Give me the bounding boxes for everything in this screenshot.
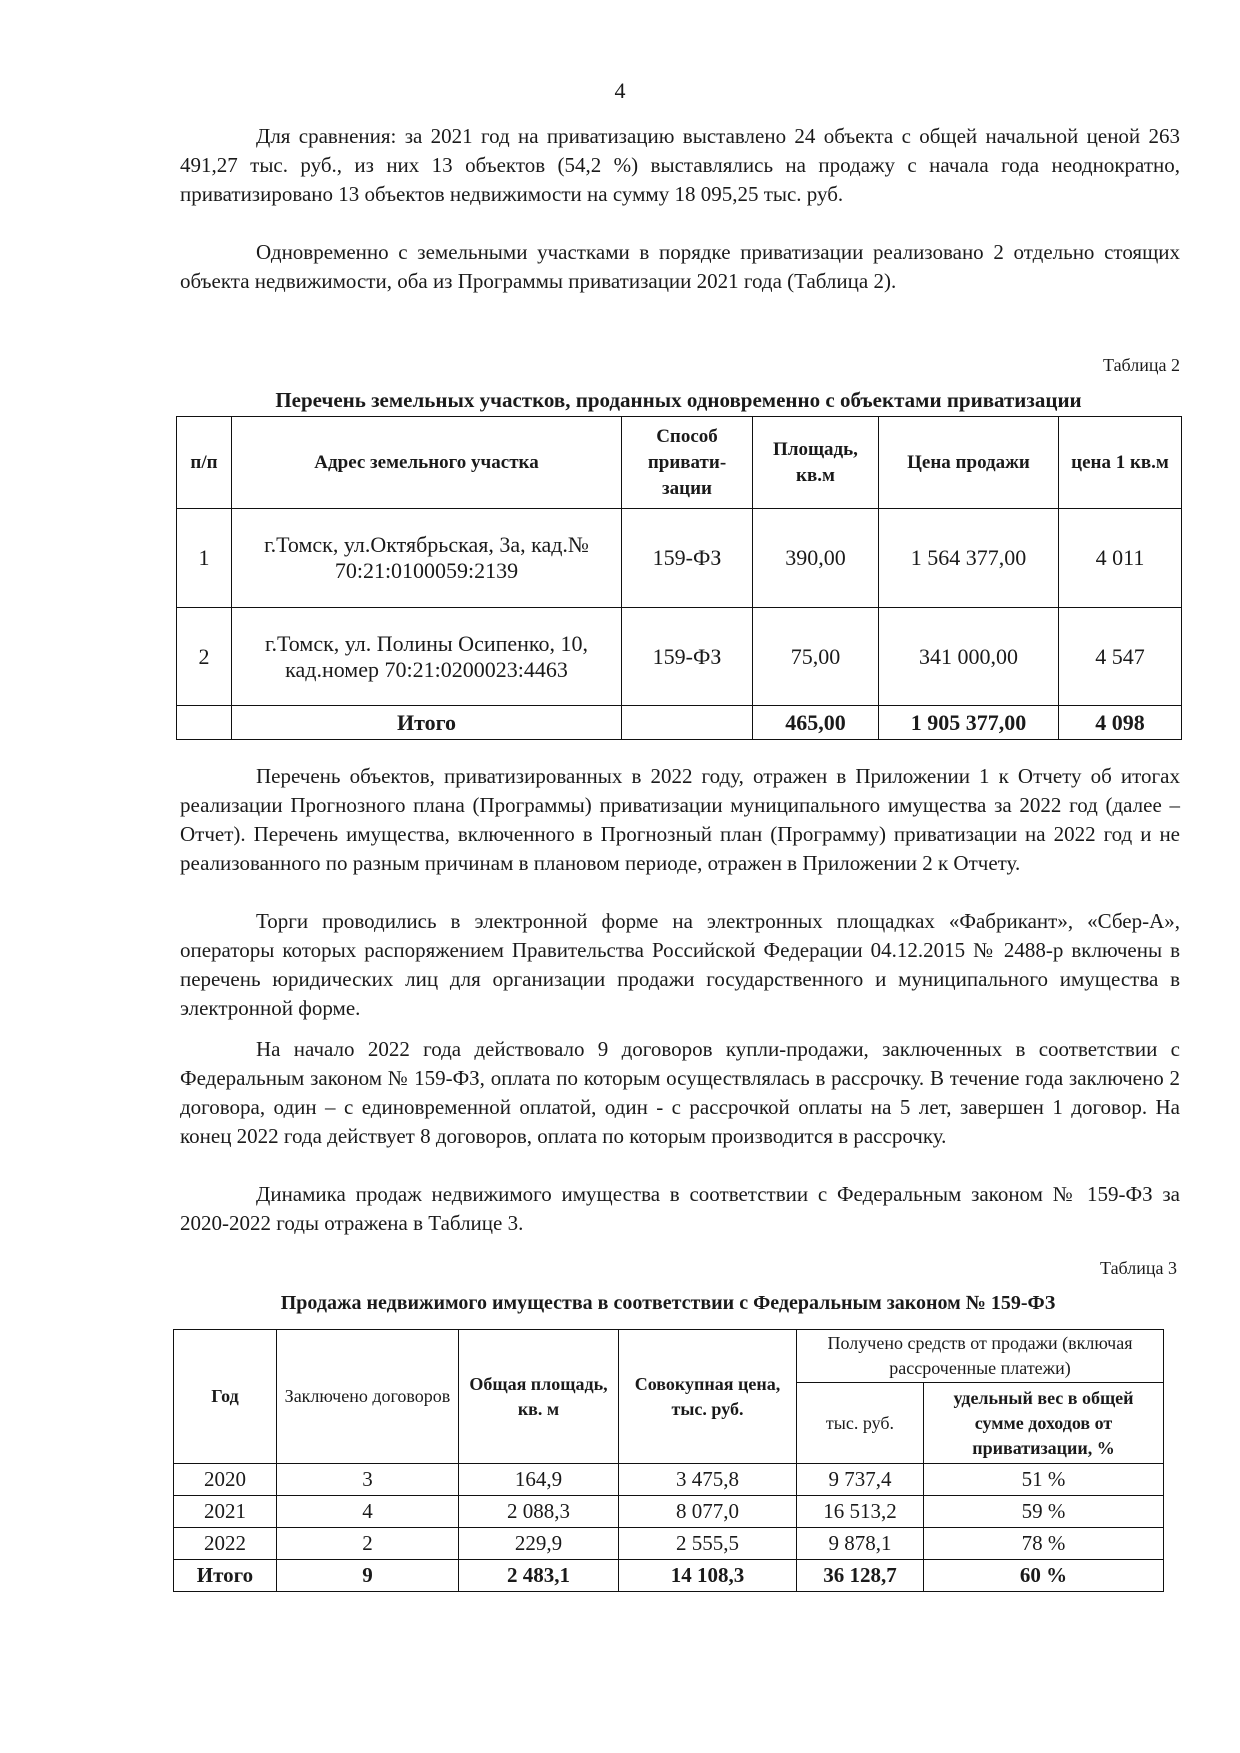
cell: 164,9 (459, 1464, 619, 1496)
cell: 465,00 (753, 706, 879, 740)
cell: 4 011 (1059, 509, 1182, 608)
header-cell: Цена продажи (879, 417, 1059, 509)
cell: г.Томск, ул.Октябрьская, 3а, кад.№ 70:21:0100059:2139 (232, 509, 622, 608)
header-cell: Площадь, кв.м (753, 417, 879, 509)
table2 (176, 416, 1182, 740)
cell: 9 737,4 (797, 1464, 924, 1496)
cell: 2 555,5 (619, 1528, 797, 1560)
header-cell: Совокупная цена, тыс. руб. (619, 1330, 797, 1464)
header-cell: Заключено договоров (277, 1330, 459, 1464)
total-row (177, 706, 1182, 740)
cell: г.Томск, ул. Полины Осипенко, 10, кад.номер 70:21:0200023:4463 (232, 608, 622, 706)
table2-label: Таблица 2 (1103, 355, 1180, 375)
cell: 1 (177, 509, 232, 608)
header-cell: Общая площадь, кв. м (459, 1330, 619, 1464)
cell: 9 878,1 (797, 1528, 924, 1560)
table2-title: Перечень земельных участков, проданных одновременно с объектами приватизации (275, 388, 1082, 412)
cell: 14 108,3 (619, 1560, 797, 1592)
cell (177, 706, 232, 740)
paragraph: Перечень объектов, приватизированных в 2022 году, отражен в Приложении 1 к Отчету об итогах реализации Прогнозного плана (Программы) приватизации муниципального имущества за 2022 год (далее – Отчет). Перечень имущества, включенного в Прогнозный план (Программу) приватизации на 2022 год и не реализованного по разным причинам в плановом периоде, отражен в Приложении 2 к Отчету. (180, 764, 1180, 875)
page-number: 4 (614, 78, 626, 103)
paragraph: Динамика продаж недвижимого имущества в соответствии с Федеральным законом № 159-ФЗ за 2020-2022 годы отражена в Таблице 3. (180, 1182, 1180, 1235)
cell: 159-ФЗ (622, 509, 753, 608)
cell: 2020 (174, 1464, 277, 1496)
paragraph: На начало 2022 года действовало 9 договоров купли-продажи, заключенных в соответствии с Федеральным законом № 159-ФЗ, оплата по которым осуществлялась в рассрочку. В течение года заключено 2 договора, один – с единовременной оплатой, один - с рассрочкой оплаты на 5 лет, завершен 1 договор. На конец 2022 года действует 8 договоров, оплата по которым производится в рассрочку. (180, 1037, 1180, 1148)
table-row (174, 1464, 1164, 1496)
cell: 3 475,8 (619, 1464, 797, 1496)
cell: 16 513,2 (797, 1496, 924, 1528)
table3-title: Продажа недвижимого имущества в соответствии с Федеральным законом № 159-ФЗ (280, 1292, 1056, 1314)
header-cell: удельный вес в общей сумме доходов от приватизации, % (924, 1383, 1164, 1464)
table-row (177, 608, 1182, 706)
cell: 4 098 (1059, 706, 1182, 740)
header-cell: Получено средств от продажи (включая рассроченные платежи) (797, 1330, 1164, 1383)
cell: Итого (174, 1560, 277, 1592)
total-row (174, 1560, 1164, 1592)
table-row (174, 1528, 1164, 1560)
cell: 9 (277, 1560, 459, 1592)
cell: 36 128,7 (797, 1560, 924, 1592)
header-cell: цена 1 кв.м (1059, 417, 1182, 509)
cell: 2 483,1 (459, 1560, 619, 1592)
header-cell: тыс. руб. (797, 1383, 924, 1464)
cell: 2021 (174, 1496, 277, 1528)
cell: 51 % (924, 1464, 1164, 1496)
header-cell: Адрес земельного участка (232, 417, 622, 509)
cell: 159-ФЗ (622, 608, 753, 706)
table3-label: Таблица 3 (1100, 1258, 1177, 1278)
cell: 8 077,0 (619, 1496, 797, 1528)
paragraph: Одновременно с земельными участками в порядке приватизации реализовано 2 отдельно стоящих объекта недвижимости, оба из Программы приватизации 2021 года (Таблица 2). (180, 240, 1180, 293)
cell: 1 564 377,00 (879, 509, 1059, 608)
cell: 59 % (924, 1496, 1164, 1528)
cell: 2022 (174, 1528, 277, 1560)
paragraph: Торги проводились в электронной форме на электронных площадках «Фабрикант», «Сбер-А», операторы которых распоряжением Правительства Российской Федерации 04.12.2015 № 2488-р включены в перечень юридических лиц для организации продажи государственного и муниципального имущества в электронной форме. (180, 909, 1180, 1020)
cell: 78 % (924, 1528, 1164, 1560)
cell: 390,00 (753, 509, 879, 608)
cell: Итого (232, 706, 622, 740)
cell: 229,9 (459, 1528, 619, 1560)
cell: 75,00 (753, 608, 879, 706)
header-cell: Год (174, 1330, 277, 1464)
cell (622, 706, 753, 740)
cell: 4 (277, 1496, 459, 1528)
cell: 2 088,3 (459, 1496, 619, 1528)
header-cell: п/п (177, 417, 232, 509)
cell: 2 (177, 608, 232, 706)
cell: 341 000,00 (879, 608, 1059, 706)
cell: 1 905 377,00 (879, 706, 1059, 740)
table3 (173, 1329, 1164, 1592)
table-row (177, 509, 1182, 608)
paragraph: Для сравнения: за 2021 год на приватизацию выставлено 24 объекта с общей начальной ценой 263 491,27 тыс. руб., из них 13 объектов (54,2 %) выставлялись на продажу с начала года неоднократно, приватизировано 13 объектов недвижимости на сумму 18 095,25 тыс. руб. (180, 124, 1180, 206)
table-row (174, 1496, 1164, 1528)
header-cell: Способ привати-зации (622, 417, 753, 509)
cell: 2 (277, 1528, 459, 1560)
cell: 4 547 (1059, 608, 1182, 706)
cell: 3 (277, 1464, 459, 1496)
cell: 60 % (924, 1560, 1164, 1592)
